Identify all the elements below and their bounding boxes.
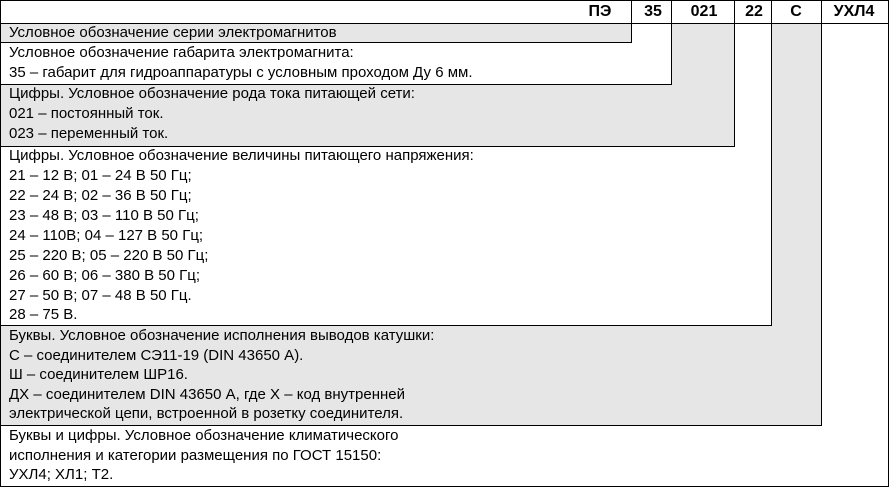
voltage-line: 25 – 220 В; 05 – 220 В 50 Гц; xyxy=(9,247,209,264)
terminals-line: Буквы. Условное обозначение исполнения выводов катушки: xyxy=(9,327,435,344)
series-line: Условное обозначение серии электромагнитов xyxy=(9,24,337,41)
voltage-line: 21 – 12 В; 01 – 24 В 50 Гц; xyxy=(9,167,192,184)
code-voltage: 22 xyxy=(745,3,763,20)
code-current: 021 xyxy=(690,3,718,20)
header-divider xyxy=(821,1,822,426)
voltage-line: 22 – 24 В; 02 – 36 В 50 Гц; xyxy=(9,187,192,204)
voltage-line: Цифры. Условное обозначение величины питающего напряжения: xyxy=(9,147,474,164)
size-line: Условное обозначение габарита электромагнита: xyxy=(9,44,354,61)
current-line: 023 – переменный ток. xyxy=(9,125,169,142)
voltage-line: 27 – 50 В; 07 – 48 В 50 Гц. xyxy=(9,287,192,304)
terminals-line: электрической цепи, встроенной в розетку соединителя. xyxy=(9,405,404,422)
current-line: Цифры. Условное обозначение рода тока питающей сети: xyxy=(9,85,415,102)
size-line: 35 – габарит для гидроаппаратуры с условным проходом Ду 6 мм. xyxy=(9,64,473,81)
header-divider xyxy=(671,1,672,85)
header-divider xyxy=(771,1,772,326)
climate-line: УХЛ4; ХЛ1; Т2. xyxy=(9,466,114,483)
code-climate: УХЛ4 xyxy=(833,3,875,20)
voltage-line: 23 – 48 В; 03 – 110 В 50 Гц; xyxy=(9,207,199,224)
terminals-line: ДХ – соединителем DIN 43650 А, где Х – код внутренней xyxy=(9,386,405,403)
voltage-line: 24 – 110В; 04 – 127 В 50 Гц; xyxy=(9,227,204,244)
terminals-line: Ш – соединителем ШР16. xyxy=(9,366,188,383)
code-size: 35 xyxy=(644,3,662,20)
code-terminals: С xyxy=(790,3,802,20)
climate-line: исполнения и категории размещения по ГОСТ 15150: xyxy=(9,447,382,464)
code-series: ПЭ xyxy=(588,3,612,20)
voltage-line: 28 – 75 В. xyxy=(9,306,78,323)
header-blank-cell xyxy=(0,0,563,24)
terminals-line: С – соединителем СЭ11-19 (DIN 43650 А). xyxy=(9,347,304,364)
voltage-line: 26 – 60 В; 06 – 380 В 50 Гц; xyxy=(9,267,201,284)
header-divider xyxy=(631,1,632,43)
header-divider xyxy=(734,1,735,147)
current-line: 021 – постоянный ток. xyxy=(9,105,164,122)
climate-line: Буквы и цифры. Условное обозначение климатического xyxy=(9,427,399,444)
